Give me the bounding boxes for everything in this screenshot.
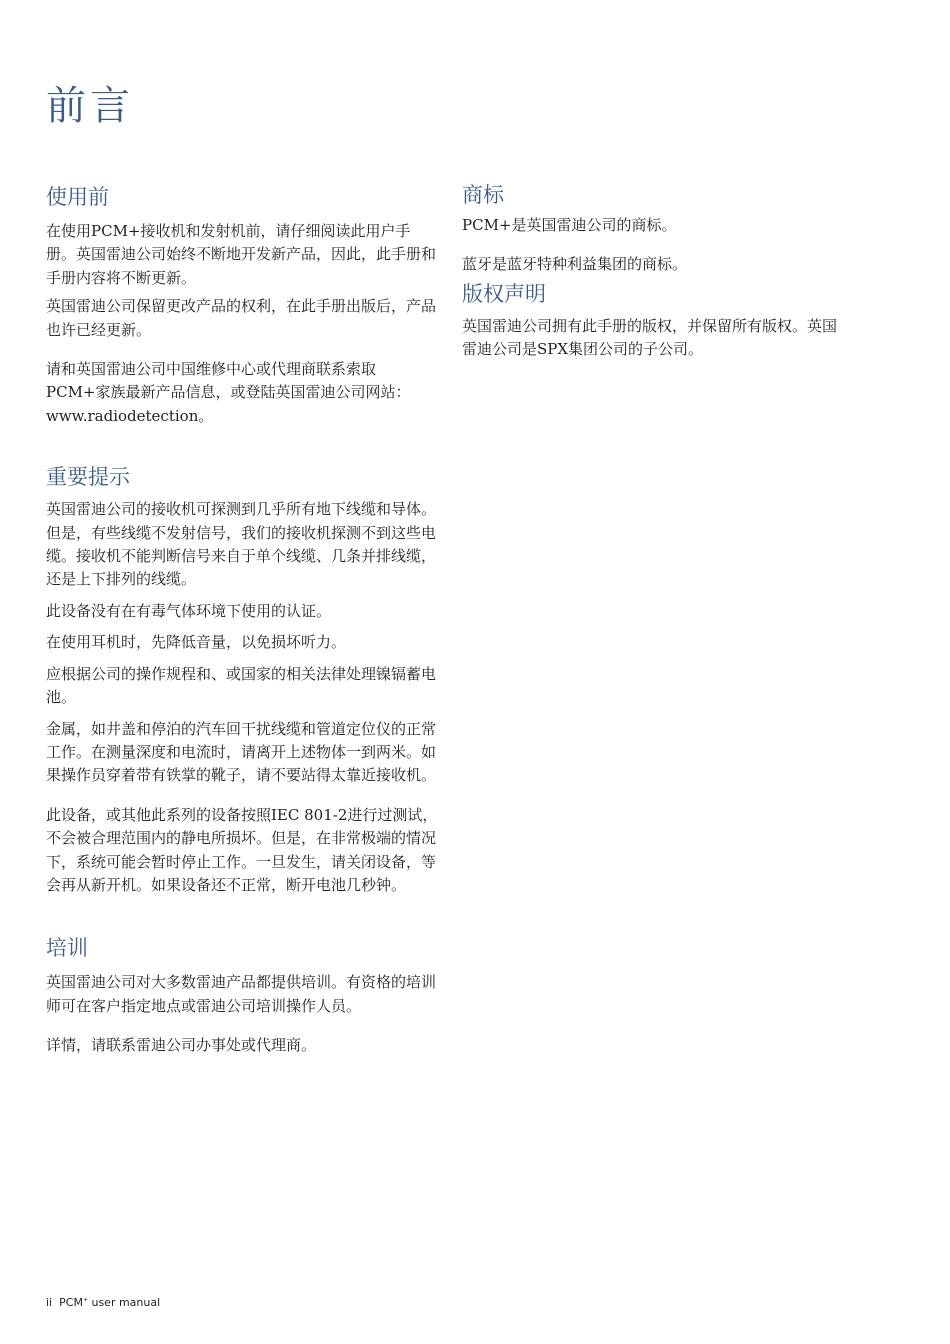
page-footer [46,1296,160,1309]
right-column [462,180,842,362]
section-before-use [46,182,438,428]
paragraph: 蓝牙是蓝牙特种利益集团的商标。 [462,255,688,274]
paragraph: PCM+是英国雷迪公司的商标。 [462,216,677,234]
paragraph: 在使用耳机时，先降低音量，以免损坏听力。 [46,633,347,652]
page-title: 前言 [46,83,134,129]
heading-important: 重要提示 [46,465,130,490]
footer-doc-title: user manual [91,1296,161,1309]
left-column [46,182,438,1058]
section-trademark [462,180,842,277]
paragraph: 此设备没有在有毒气体环境下使用的认证。 [46,601,332,620]
heading-training: 培训 [46,936,88,961]
paragraph: 金属，如井盖和停泊的汽车回干扰线缆和管道定位仪的正常工作。在测量深度和电流时，请离开上述物体一到两米。如果操作员穿着带有铁掌的靴子，请不要站得太靠近接收机。 [46,719,437,785]
paragraph: 应根据公司的操作规程和、或国家的相关法律处理镍镉蓄电池。 [46,664,437,707]
section-important [46,462,438,897]
footer-product-sup: + [82,1296,88,1304]
paragraph: 英国雷迪公司的接收机可探测到几乎所有地下线缆和导体。但是，有些线缆不发射信号，我们的接收机探测不到这些电缆。接收机不能判断信号来自于单个线缆、几条并排线缆，还是上下排列的线缆。 [46,500,437,589]
heading-copyright: 版权声明 [462,281,546,306]
paragraph: 详情，请联系雷迪公司办事处或代理商。 [46,1036,317,1055]
heading-before-use: 使用前 [46,185,109,209]
paragraph: 请和英国雷迪公司中国维修中心或代理商联系索取PCM+家族最新产品信息，或登陆英国雷迪公司网站：www.radiodetection。 [46,360,411,425]
heading-trademark: 商标 [462,183,504,207]
paragraph: 在使用PCM+接收机和发射机前，请仔细阅读此用户手册。英国雷迪公司始终不断地开发新产品，因此，此手册和手册内容将不断更新。 [46,222,437,287]
section-training [46,933,438,1057]
footer-product: PCM [59,1296,83,1309]
paragraph: 此设备，或其他此系列的设备按照IEC 801-2进行过测试，不会被合理范围内的静电所损坏。但是，在非常极端的情况下，系统可能会暂时停止工作。一旦发生，请关闭设备，等会再从新开机。如果设备还不正常，断开电池几秒钟。 [46,805,438,894]
paragraph: 英国雷迪公司拥有此手册的版权，并保留所有版权。英国雷迪公司是SPX集团公司的子公司。 [462,316,838,359]
paragraph: 英国雷迪公司保留更改产品的权利，在此手册出版后，产品也许已经更新。 [46,297,437,339]
paragraph: 英国雷迪公司对大多数雷迪产品都提供培训。有资格的培训师可在客户指定地点或雷迪公司培训操作人员。 [46,973,437,1015]
section-copyright [462,279,842,362]
page-number: ii [46,1296,53,1309]
